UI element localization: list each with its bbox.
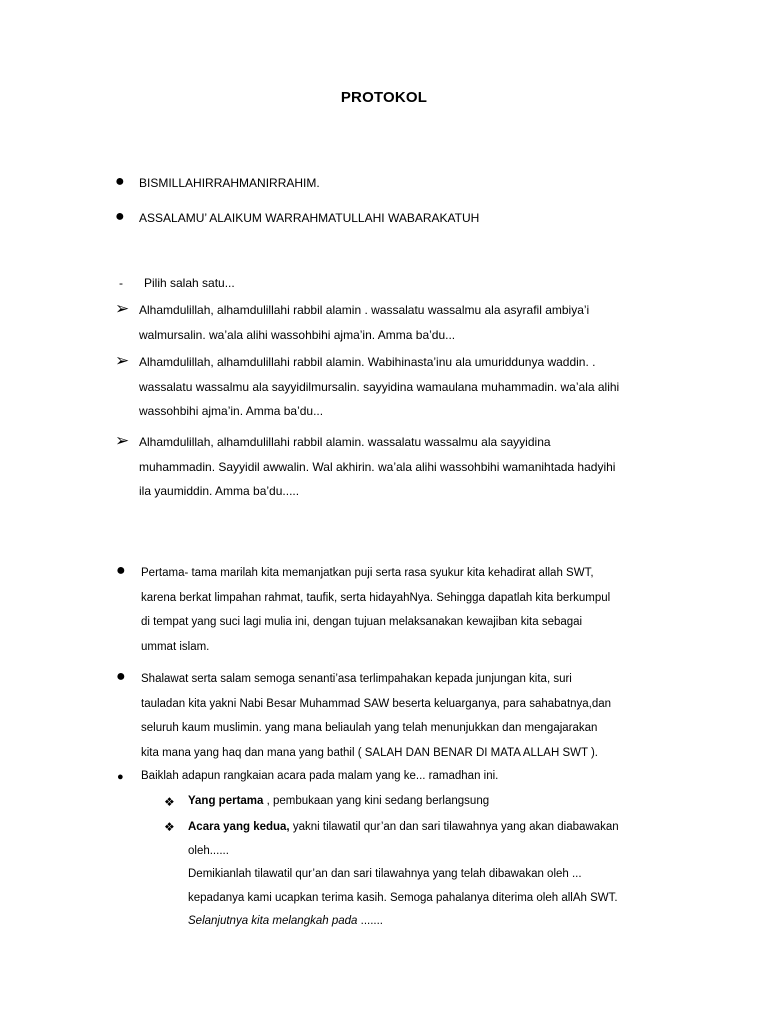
agenda-next-italic: Selanjutnya kita melangkah pada	[188, 915, 358, 927]
option-line: wassohbihi ajma’in. Amma ba’du...	[139, 404, 324, 418]
paragraph-line: di tempat yang suci lagi mulia ini, dengan tujuan melaksanakan kewajiban kita sebagai	[141, 616, 583, 628]
option-line: Alhamdulillah, alhamdulillahi rabbil alamin. wassalatu wassalmu ala sayyidina	[139, 435, 551, 449]
arrow-bullet-icon: ➢	[115, 351, 130, 370]
option-line: ila yaumiddin. Amma ba’du.....	[139, 484, 300, 498]
option-line: Alhamdulillah, alhamdulillahi rabbil alamin. Wabihinasta’inu ala umuriddunya waddin. .	[139, 355, 596, 369]
option-line: Alhamdulillah, alhamdulillahi rabbil alamin . wassalatu wassalmu ala asyrafil ambiya’i	[139, 303, 590, 317]
bullet-icon: ●	[117, 771, 124, 783]
option-1-text	[139, 298, 589, 347]
paragraph-shalawat	[141, 667, 611, 765]
agenda-after-line: kepadanya kami ucapkan terima kasih. Semoga pahalanya diterima oleh allAh SWT.	[188, 891, 618, 904]
dash-marker: -	[119, 276, 123, 290]
agenda-item-2-heading: Acara yang kedua,	[188, 821, 290, 833]
option-line: wassalatu wassalmu ala sayyidilmursalin. sayyidina wamaulana muhammadin. wa’ala alihi	[139, 379, 620, 394]
choose-label: Pilih salah satu...	[144, 276, 235, 290]
paragraph-line: seluruh kaum muslimin. yang mana beliaulah yang telah menunjukkan dan mengajarakan	[141, 722, 598, 734]
paragraph-line: karena berkat limpahan rahmat, taufik, serta hidayahNya. Sehingga dapatlah kita berkumpul	[141, 591, 611, 604]
bullet-icon: ●	[115, 173, 125, 190]
agenda-item-1	[188, 795, 489, 807]
option-3-text	[139, 430, 615, 504]
bismillah-text: BISMILLAHIRRAHMANIRRAHIM.	[139, 176, 320, 190]
option-line: muhammadin. Sayyidil awwalin. Wal akhirin. wa’ala alihi wassohbihi wamanihtada hadyihi	[139, 459, 616, 474]
bullet-icon: ●	[116, 562, 126, 579]
agenda-item-2	[188, 816, 619, 934]
diamond-bullet-icon: ❖	[164, 795, 175, 809]
bullet-icon: ●	[116, 668, 126, 685]
diamond-bullet-icon: ❖	[164, 820, 175, 834]
page-title: PROTOKOL	[340, 89, 428, 106]
agenda-item-2-text: yakni tilawatil qur’an dan sari tilawahnya yang akan diabawakan	[289, 821, 619, 833]
paragraph-opening	[141, 561, 610, 659]
paragraph-line: ummat islam.	[141, 640, 210, 653]
agenda-item-1-heading: Yang pertama	[188, 795, 264, 807]
arrow-bullet-icon: ➢	[115, 431, 130, 450]
arrow-bullet-icon: ➢	[115, 299, 130, 318]
agenda-intro: Baiklah adapun rangkaian acara pada malam yang ke... ramadhan ini.	[141, 770, 499, 782]
agenda-item-2-line2: oleh......	[188, 844, 229, 857]
bullet-icon: ●	[115, 208, 125, 225]
paragraph-line: tauladan kita yakni Nabi Besar Muhammad SAW beserta keluarganya, para sahabatnya,dan	[141, 697, 612, 710]
paragraph-line: kita mana yang haq dan mana yang bathil ( SALAH DAN BENAR DI MATA ALLAH SWT ).	[141, 746, 599, 759]
agenda-item-1-text: , pembukaan yang kini sedang berlangsung	[263, 795, 490, 807]
paragraph-line: Shalawat serta salam semoga senanti’asa terlimpahakan kepada junjungan kita, suri	[141, 673, 572, 685]
option-2-text	[139, 350, 619, 424]
paragraph-line: Pertama- tama marilah kita memanjatkan puji serta rasa syukur kita kehadirat allah SWT,	[141, 567, 594, 579]
salam-text: ASSALAMU’ ALAIKUM WARRAHMATULLAHI WABARAKATUH	[139, 211, 480, 225]
agenda-after-line: Demikianlah tilawatil qur’an dan sari tilawahnya yang telah dibawakan oleh ...	[188, 868, 582, 880]
option-line: walmursalin. wa’ala alihi wassohbihi ajma’in. Amma ba’du...	[139, 327, 456, 342]
agenda-next-rest: .......	[357, 915, 383, 927]
